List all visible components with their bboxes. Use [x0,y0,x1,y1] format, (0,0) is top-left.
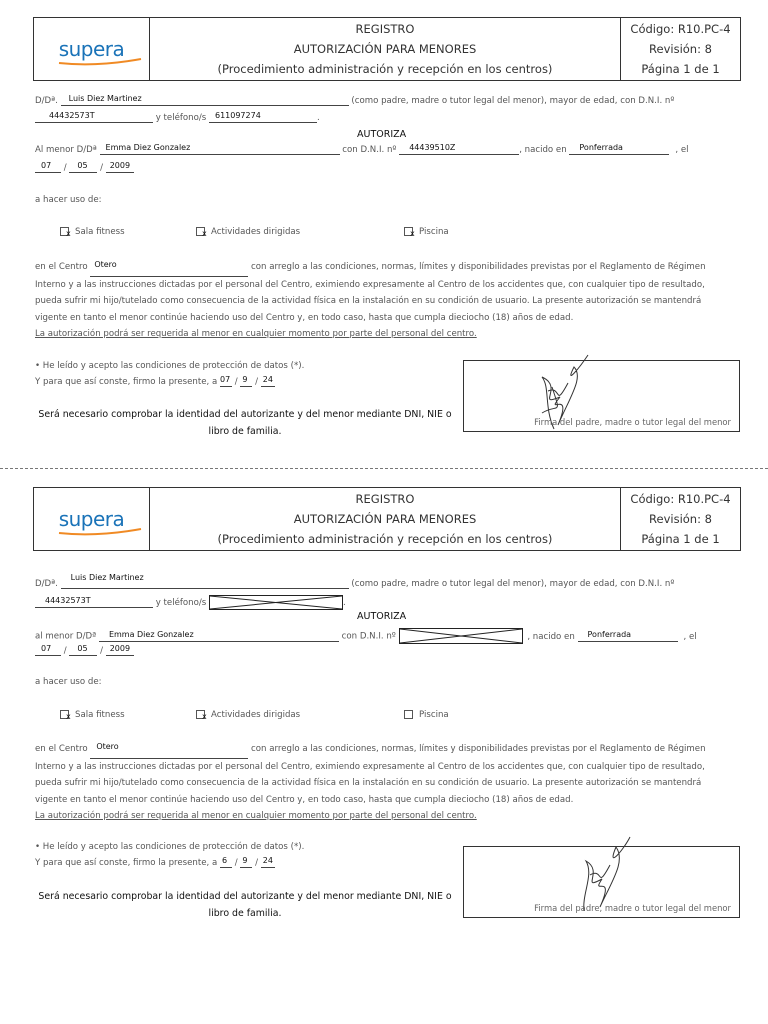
centro-suffix: con arreglo a las condiciones, normas, límites y disponibilidades previstas por el Reglamento de Régimen [251,744,706,754]
logo-swoosh-icon [57,527,143,537]
el-label: , el [675,145,689,155]
minor-dni-label: con D.N.I. nº [342,145,397,155]
para-line-2: Interno y a las instrucciones dictadas por el personal del Centro, eximiendo expresamente al Centro de los accidentes que, con cualquier tipo de resultado, [35,761,705,772]
option-fitness[interactable] [60,710,125,720]
para-line-4: vigente en tanto el menor continúe haciendo uso del Centro y, en todo caso, hasta que cumpla dieciocho (18) años de edad. [35,312,574,323]
birth-month-field[interactable]: 05 [69,163,97,173]
option-dirigidas[interactable] [196,710,300,720]
fitness-label: Sala fitness [75,227,125,237]
sign-line-label: Y para que así conste, firmo la presente, a [35,858,218,868]
form-copy-1 [0,17,768,487]
para-line-5: La autorización podrá ser requerida al menor en cualquier momento por parte del personal del centro. [35,329,477,339]
form-title: AUTORIZACIÓN PARA MENORES [293,512,477,526]
title-cell [150,18,621,80]
hacer-uso-label: a hacer uso de: [35,677,102,687]
logo-cell [34,488,150,550]
parent-dni-field[interactable]: 44432573T [35,598,153,608]
birth-year-field[interactable]: 2009 [106,646,134,656]
minor-dni-redacted [399,628,523,644]
supera-logo [59,507,125,531]
dirigidas-label: Actividades dirigidas [211,227,301,237]
supera-logo [59,37,125,61]
sign-year-field[interactable]: 24 [261,858,275,868]
centro-prefix: en el Centro [35,262,88,272]
autoriza-label: AUTORIZA [357,611,407,622]
logo-cell [34,18,150,80]
parent-line [35,573,675,589]
logo-text: supera [58,507,125,531]
option-piscina[interactable] [404,227,449,237]
signature-box[interactable] [463,846,740,918]
birth-year-field[interactable]: 2009 [106,163,134,173]
registro-title: REGISTRO [355,492,415,506]
minor-name-field[interactable]: Emma Diez Gonzalez [100,145,340,155]
cut-line [0,468,768,469]
piscina-label: Piscina [419,710,449,720]
phone-field[interactable]: 611097274 [209,113,317,123]
form-subtitle: (Procedimiento administración y recepción en los centros) [217,62,553,76]
centro-field[interactable]: Otero [90,741,248,759]
born-label: , nacido en [519,145,567,155]
code-cell [621,18,740,80]
sign-month-field[interactable]: 9 [240,858,252,868]
birth-month-field[interactable]: 05 [69,646,97,656]
birthdate-line: 07 / 05 / 2009 [35,646,134,656]
registro-title: REGISTRO [355,22,415,36]
doc-code: Código: R10.PC-4 [630,22,731,36]
data-protection-line: • He leído y acepto las condiciones de protección de datos (*). [35,842,305,852]
logo-text: supera [58,37,125,61]
para-line-5: La autorización podrá ser requerida al menor en cualquier momento por parte del personal del centro. [35,811,477,821]
doc-page: Página 1 de 1 [641,532,720,546]
phone-label: y teléfono/s [155,113,207,123]
sign-date-line: Y para que así conste, firmo la presente, a 07 / 9 / 24 [35,375,273,387]
minor-name-field[interactable]: Emma Diez Gonzalez [99,632,339,642]
form-subtitle: (Procedimiento administración y recepción en los centros) [217,532,553,546]
doc-revision: Revisión: 8 [649,42,712,56]
minor-line [35,628,697,644]
birthplace-field[interactable]: Ponferrada [569,145,669,155]
birth-day-field[interactable]: 07 [35,163,61,173]
piscina-checkbox[interactable] [404,710,413,719]
centro-prefix: en el Centro [35,744,88,754]
identity-notice: Será necesario comprobar la identidad del autorizante y del menor mediante DNI, NIE o libro de familia. [38,891,452,919]
form-title: AUTORIZACIÓN PARA MENORES [293,42,477,56]
fitness-checkbox[interactable] [60,227,69,236]
sign-day-field[interactable]: 6 [220,858,232,868]
minor-prefix: Al menor D/Dª [35,145,97,155]
redaction-cross-icon [210,596,342,609]
parent-suffix: (como padre, madre o tutor legal del menor), mayor de edad, con D.N.I. nº [351,579,675,589]
signature-box[interactable] [463,360,740,432]
form-copy-2 [0,487,768,957]
redaction-cross-icon [400,629,522,643]
para-line-3: pueda sufrir mi hijo/tutelado como consecuencia de la actividad física en la instalación en su condición de usuario. La presente autorización se mantendrá [35,296,702,306]
doc-code: Código: R10.PC-4 [630,492,731,506]
dd-prefix: D/Dª. [35,96,58,106]
para-line-2: Interno y a las instrucciones dictadas por el personal del Centro, eximiendo expresamente al Centro de los accidentes que, con cualquier tipo de resultado, [35,279,705,290]
minor-dni-field[interactable]: 44439510Z [399,145,519,155]
birth-day-field[interactable]: 07 [35,646,61,656]
piscina-label: Piscina [419,227,449,237]
dni-phone-line: 44432573T y teléfono/s 611097274 . [35,113,320,123]
data-protection-line: • He leído y acepto las condiciones de protección de datos (*). [35,361,305,371]
born-label: , nacido en [527,631,575,642]
form-header [33,17,741,81]
minor-line [35,145,689,155]
code-cell [621,488,740,550]
parent-dni-field[interactable]: 44432573T [35,113,153,123]
hacer-uso-label: a hacer uso de: [35,195,102,205]
dd-prefix: D/Dª. [35,579,58,589]
fitness-label: Sala fitness [75,710,125,720]
birthplace-field[interactable]: Ponferrada [578,632,678,642]
dni-phone-line: 44432573T y teléfono/s . [35,595,346,610]
minor-dni-label: con D.N.I. nº [341,631,396,642]
option-piscina[interactable] [404,710,449,720]
form-header [33,487,741,551]
phone-label: y teléfono/s [155,598,207,608]
phone-redacted [209,595,343,610]
autoriza-label: AUTORIZA [357,129,407,140]
sign-year-field[interactable]: 24 [261,377,275,387]
conditions-paragraph [35,741,731,825]
parent-name-field[interactable]: Luis Diez Martinez [61,579,349,589]
dirigidas-checkbox[interactable] [196,227,205,236]
centro-suffix: con arreglo a las condiciones, normas, límites y disponibilidades previstas por el Reglamento de Régimen [251,262,706,272]
title-cell [150,488,621,550]
sign-day-field[interactable]: 07 [220,377,232,387]
sign-date-line: Y para que así conste, firmo la presente, a 6 / 9 / 24 [35,856,273,868]
dirigidas-checkbox[interactable] [196,710,205,719]
parent-name-field[interactable]: Luis Diez Martinez [61,96,349,106]
sign-month-field[interactable]: 9 [240,377,252,387]
doc-page: Página 1 de 1 [641,62,720,76]
signature-caption: Firma del padre, madre o tutor legal del menor [534,417,731,427]
signature-caption: Firma del padre, madre o tutor legal del menor [534,903,731,913]
conditions-paragraph [35,259,731,343]
centro-field[interactable]: Otero [90,259,248,277]
doc-revision: Revisión: 8 [649,512,712,526]
piscina-checkbox[interactable] [404,227,413,236]
para-line-4: vigente en tanto el menor continúe haciendo uso del Centro y, en todo caso, hasta que cumpla dieciocho (18) años de edad. [35,794,574,805]
para-line-3: pueda sufrir mi hijo/tutelado como consecuencia de la actividad física en la instalación en su condición de usuario. La presente autorización se mantendrá [35,778,702,788]
minor-prefix: al menor D/Dª [35,631,97,642]
parent-line [35,96,674,106]
option-fitness[interactable] [60,227,125,237]
logo-swoosh-icon [57,57,143,67]
birthdate-line: 07 / 05 / 2009 [35,163,134,173]
el-label: , el [683,631,697,642]
sign-line-label: Y para que así conste, firmo la presente, a [35,377,218,387]
option-dirigidas[interactable] [196,227,300,237]
parent-suffix: (como padre, madre o tutor legal del menor), mayor de edad, con D.N.I. nº [351,96,675,106]
dirigidas-label: Actividades dirigidas [211,710,301,720]
identity-notice: Será necesario comprobar la identidad del autorizante y del menor mediante DNI, NIE o libro de familia. [38,409,452,437]
fitness-checkbox[interactable] [60,710,69,719]
